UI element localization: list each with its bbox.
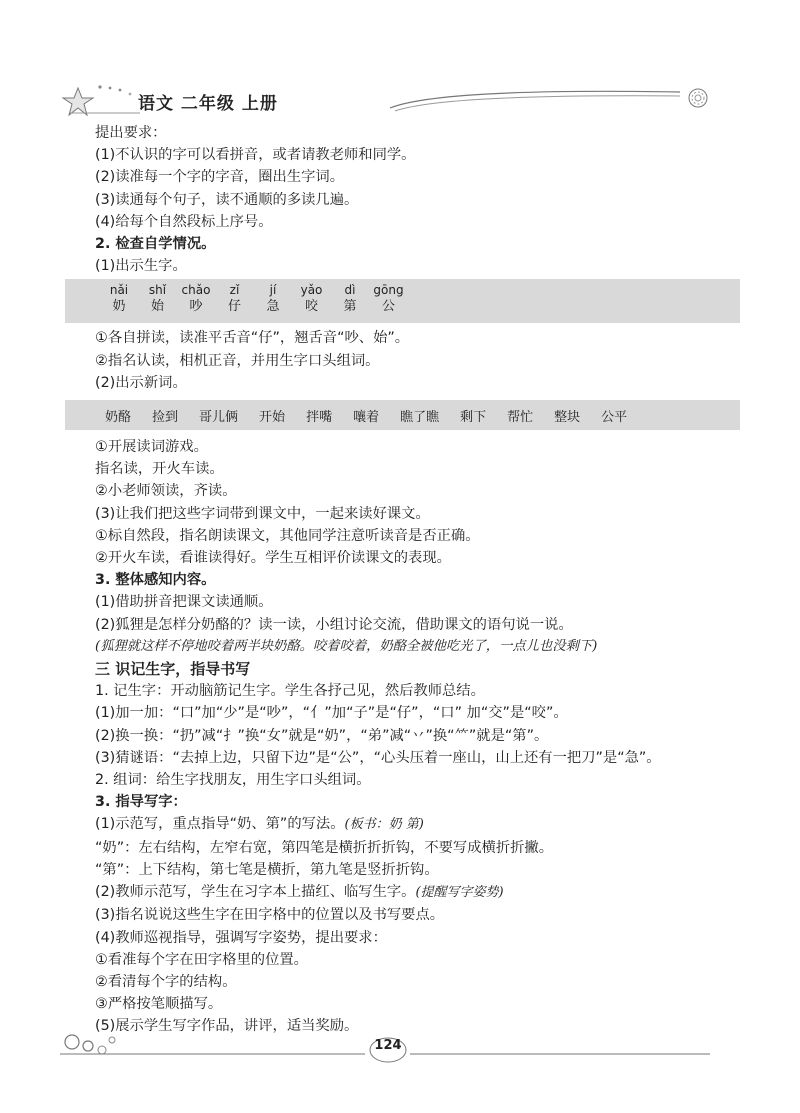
new-word: 捡到 [152,409,179,425]
new-char [174,279,218,316]
new-word: 奶酪 [105,409,132,425]
text-line: (1)借助拼音把课文读通顺。 [95,594,273,611]
pinyin-label: dì [344,283,356,298]
text-line: 三 识记生字，指导书写 [95,660,251,679]
lesson-steps-a [95,122,710,277]
character-label: 吵 [189,299,203,315]
text-line: ①开展读词游戏。 [95,439,208,456]
demo-writing-line [95,813,710,836]
pinyin-label: gōng [373,283,404,298]
pinyin-label: nǎi [109,283,129,298]
text-line: ②指名认读，相机正音，并用生字口头组词。 [95,352,380,369]
new-word: 整块 [554,409,581,425]
new-char [290,279,334,316]
pinyin-label: jí [269,283,277,298]
text-line: (3)读通每个句子，读不通顺的多读几遍。 [95,191,359,208]
text-line: 1. 记生字：开动脑筋记生字。学生各抒己见，然后教师总结。 [95,683,485,700]
text-line: 提出要求： [95,125,167,141]
lesson-steps-b [95,327,710,394]
pinyin-label: shǐ [148,283,167,298]
lesson-steps-c [95,436,710,813]
character-label: 第 [343,299,357,315]
star-icon [63,88,93,115]
text-line: “奶”：左右结构，左窄右宽，第四笔是横折折折钩，不要写成横折折撇。 [95,839,554,856]
text-line: 2. 检查自学情况。 [95,236,216,253]
text-line: 3. 整体感知内容。 [95,572,216,589]
text-line: (4)教师巡视指导，强调写字姿势，提出要求： [95,929,387,946]
teacher-demo-text: (2)教师示范写，学生在习字本上描红、临写生字。 [95,884,416,901]
text-line: “第”：上下结构，第七笔是横折，第九笔是竖折折钩。 [95,861,439,878]
posture-note: (提醒写字姿势) [415,885,504,901]
new-char [136,279,180,316]
new-word: 帮忙 [507,409,534,425]
text-line: (2)读准每一个字的字音，圈出生字词。 [95,169,344,186]
page-footer [60,1030,720,1070]
text-line: 3. 指导写字： [95,794,187,811]
text-line: ②看清每个字的结构。 [95,973,237,990]
page-content [95,122,710,1038]
new-word: 拌嘴 [306,409,333,425]
text-line: (1)加一加：“口”加“少”是“吵”，“亻”加“子”是“仔”，“口” 加“交”是“咬”。 [95,705,568,722]
header-title: 语文 二年级 上册 [138,94,278,114]
text-line: (3)猜谜语：“去掉上边，只留下边”是“公”，“心头压着一座山，山上还有一把刀”是“急”。 [95,749,661,766]
pinyin-label: yǎo [300,283,323,298]
text-line: ②小老师领读，齐读。 [95,483,237,500]
text-line: (2)换一换：“扔”减“扌”换“女”就是“奶”，“弟”减“丷”换“⺮”就是“第”。 [95,727,549,744]
new-word: 哥儿俩 [199,409,239,425]
new-characters-box [65,279,740,323]
new-word: 开始 [259,409,286,425]
text-line: (1)不认识的字可以看拼音，或者请教老师和同学。 [95,147,416,164]
pinyin-label: chǎo [181,283,211,298]
text-line: 2. 组词：给生字找朋友，用生字口头组词。 [95,772,371,789]
character-label: 急 [266,299,280,315]
text-line: ①各自拼读，读准平舌音“仔”，翘舌音“吵、始”。 [95,330,410,347]
new-char [97,279,141,316]
pinyin-label: zǐ [229,283,240,298]
text-line: (3)指名说说这些生字在田字格中的位置以及书写要点。 [95,907,445,924]
text-line: (2)狐狸是怎样分奶酪的？读一读，小组讨论交流，借助课文的语句说一说。 [95,616,573,633]
new-word: 公平 [601,409,628,425]
text-line: (1)出示生字。 [95,258,187,275]
lesson-steps-g [95,904,710,1037]
demo-writing-text: (1)示范写，重点指导“奶、第”的写法。 [95,816,345,833]
text-line: ①看准每个字在田字格里的位置。 [95,951,308,968]
character-label: 奶 [112,299,126,315]
character-label: 仔 [227,299,241,315]
text-line: (5)展示学生写字作品，讲评，适当奖励。 [95,1018,359,1035]
page-header [60,78,720,122]
new-char [251,279,295,316]
text-line: 指名读，开火车读。 [95,461,224,478]
board-note: (板书：奶 第) [344,817,424,833]
new-char [213,279,257,316]
new-words-box [65,400,740,430]
text-line: (3)让我们把这些字词带到课文中，一起来读好课文。 [95,505,430,522]
new-char [367,279,411,316]
new-word: 嚷着 [353,409,380,425]
new-word: 剩下 [460,409,487,425]
teacher-demo-line [95,881,710,904]
text-line: ②开火车读，看谁读得好。学生互相评价读课文的表现。 [95,550,451,567]
text-line: ①标自然段，指名朗读课文，其他同学注意听读音是否正确。 [95,527,480,544]
lesson-steps-e [95,837,710,881]
character-label: 公 [381,299,395,315]
text-line: ③严格按笔顺描写。 [95,996,223,1013]
text-line: (狐狸就这样不停地咬着两半块奶酪。咬着咬着，奶酪全被他吃光了，一点儿也没剩下) [95,638,598,654]
text-line: (2)出示新词。 [95,374,187,391]
new-char [328,279,372,316]
character-label: 始 [150,299,164,315]
text-line: (4)给每个自然段标上序号。 [95,213,273,230]
character-label: 咬 [304,299,318,315]
new-word: 瞧了瞧 [400,409,440,425]
page-number: 124 [374,1038,402,1053]
